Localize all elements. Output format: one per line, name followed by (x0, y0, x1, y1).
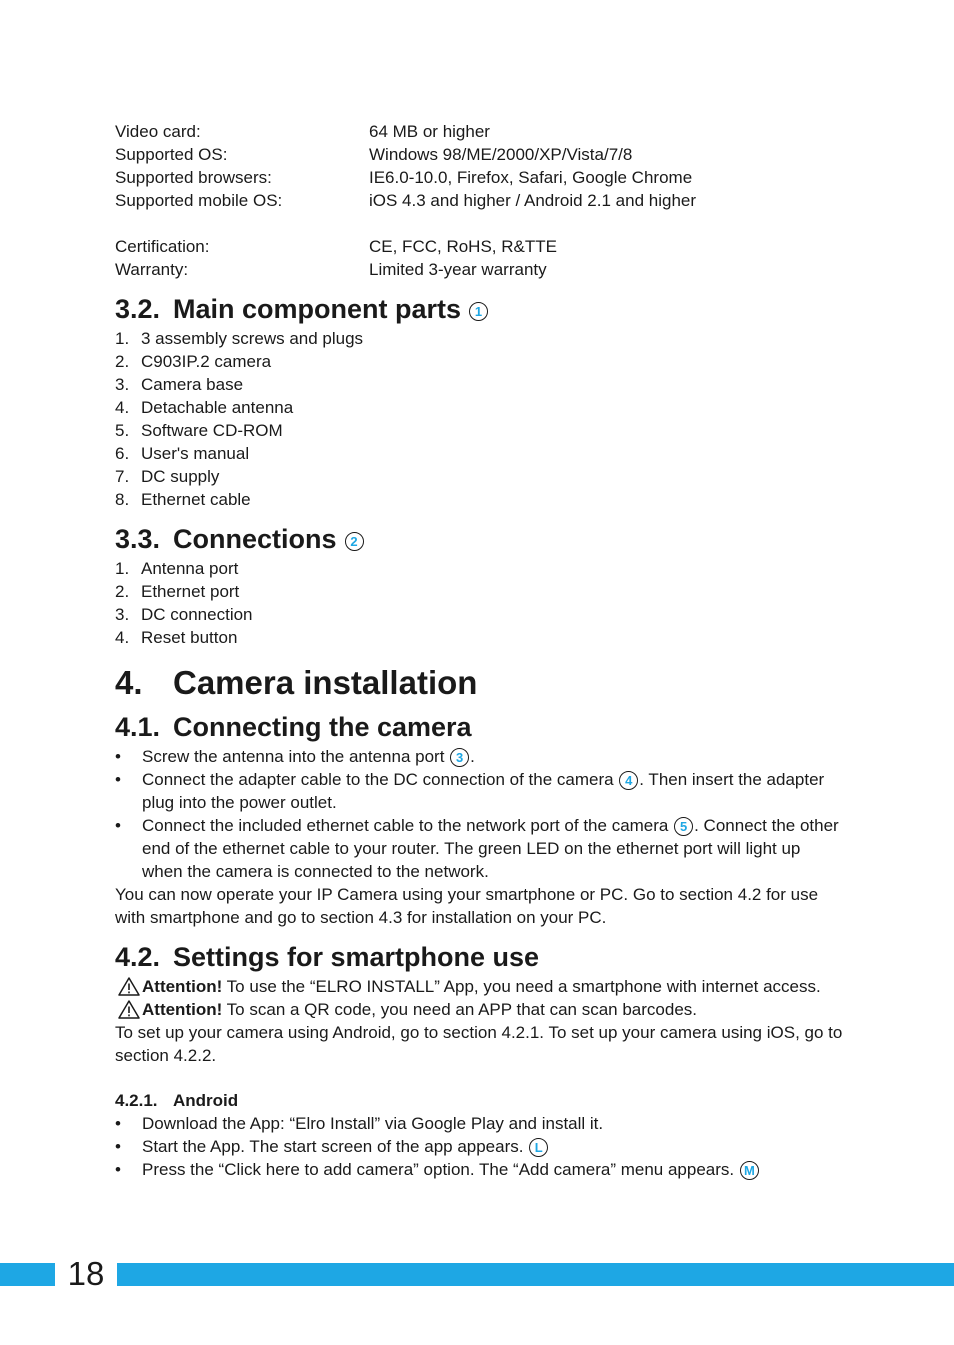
spec-label: Supported browsers: (115, 168, 272, 187)
paragraph: You can now operate your IP Camera using your smartphone or PC. Go to section 4.2 for use with smartphone and go to section 4.3 for installation on your PC. (115, 885, 819, 927)
list-item: 2. Ethernet port (115, 582, 240, 601)
spec-row (115, 258, 845, 281)
page-content (115, 120, 845, 1181)
figure-ref-badge: 2 (345, 532, 364, 551)
section-title: Connections (173, 524, 337, 554)
section-number: 4.2. (115, 942, 161, 972)
connections-list (115, 557, 845, 649)
footer-bar-left (0, 1263, 55, 1286)
spec-value: CE, FCC, RoHS, R&TTE (369, 237, 557, 256)
list-item: 1. 3 assembly screws and plugs (115, 329, 364, 348)
section-heading-4-2 (115, 939, 845, 975)
spec-label: Video card: (115, 122, 201, 141)
section-title: Connecting the camera (173, 712, 472, 742)
list-item: 7. DC supply (115, 467, 220, 486)
list-item: 5. Software CD-ROM (115, 421, 283, 440)
list-item: 1. Antenna port (115, 559, 239, 578)
list-item: 3. DC connection (115, 605, 253, 624)
bullet-item: • Press the “Click here to add camera” option. The “Add camera” menu appears. M (115, 1158, 845, 1181)
page-number: 18 (67, 1255, 105, 1292)
spec-value: Windows 98/ME/2000/XP/Vista/7/8 (369, 145, 633, 164)
list-item: 4. Reset button (115, 628, 238, 647)
footer-bar-right (117, 1263, 954, 1286)
figure-ref-badge: 3 (450, 748, 469, 767)
section-number: 3.2. (115, 294, 161, 324)
spec-value: 64 MB or higher (369, 122, 490, 141)
spec-row (115, 235, 845, 258)
spec-label: Warranty: (115, 260, 189, 279)
spec-value: Limited 3-year warranty (369, 260, 547, 279)
chapter-title: Camera installation (173, 664, 478, 701)
spec-label: Certification: (115, 237, 210, 256)
section-heading-3-2 (115, 291, 845, 327)
list-item: 2. C903IP.2 camera (115, 352, 272, 371)
spec-value: IE6.0-10.0, Firefox, Safari, Google Chrome (369, 168, 693, 187)
spec-row (115, 189, 845, 212)
section-number: 3.3. (115, 524, 161, 554)
page-footer (0, 1255, 954, 1292)
bullet-item: • Screw the antenna into the antenna port 3 . (115, 747, 475, 766)
spec-value: iOS 4.3 and higher / Android 2.1 and higher (369, 191, 697, 210)
figure-ref-badge: 1 (469, 302, 488, 321)
section-heading-3-3 (115, 521, 845, 557)
spacer (115, 212, 845, 235)
chapter-number: 4. (115, 664, 143, 701)
subsection-number: 4.2.1. (115, 1091, 158, 1110)
connecting-steps (115, 745, 845, 883)
warning-icon (115, 998, 142, 1021)
attention-note: Attention! To scan a QR code, you need an APP that can scan barcodes. (115, 998, 845, 1021)
section-number: 4.1. (115, 712, 161, 742)
spec-row (115, 143, 845, 166)
warning-icon (115, 975, 142, 998)
list-item: 6. User's manual (115, 444, 250, 463)
subsection-title: Android (173, 1091, 239, 1110)
figure-ref-badge: M (740, 1161, 759, 1180)
android-steps (115, 1112, 845, 1181)
spec-label: Supported mobile OS: (115, 191, 283, 210)
section-heading-4-1 (115, 709, 845, 745)
spec-row (115, 120, 845, 143)
figure-ref-badge: 5 (674, 817, 693, 836)
section-title: Settings for smartphone use (173, 942, 540, 972)
spec-table (115, 120, 845, 281)
attention-note: Attention! To use the “ELRO INSTALL” App, you need a smartphone with internet access. (115, 975, 845, 998)
bullet-item: • Download the App: “Elro Install” via Google Play and install it. (115, 1114, 604, 1133)
subsection-heading-4-2-1 (115, 1089, 845, 1112)
list-item: 4. Detachable antenna (115, 398, 294, 417)
bullet-item: • Start the App. The start screen of the app appears. L (115, 1135, 845, 1158)
figure-ref-badge: 4 (619, 771, 638, 790)
component-list (115, 327, 845, 511)
figure-ref-badge: L (529, 1138, 548, 1157)
paragraph: To set up your camera using Android, go to section 4.2.1. To set up your camera using iOS, go to section 4.2.2. (115, 1023, 843, 1065)
attention-label: Attention! (142, 977, 223, 996)
bullet-item: • Connect the adapter cable to the DC connection of the camera 4 . Then insert the adapter plug into the power outlet. (115, 770, 825, 812)
list-item: 3. Camera base (115, 375, 244, 394)
spec-label: Supported OS: (115, 145, 228, 164)
section-title: Main component parts (173, 294, 462, 324)
attention-label: Attention! (142, 1000, 223, 1019)
bullet-item: • Connect the included ethernet cable to the network port of the camera 5 . Connect the other end of the ethernet cable to your router. The green LED on the ethernet port will light up when the camera is connected to the network. (115, 816, 839, 881)
chapter-heading-4 (115, 661, 845, 705)
list-item: 8. Ethernet cable (115, 490, 251, 509)
spec-row (115, 166, 845, 189)
